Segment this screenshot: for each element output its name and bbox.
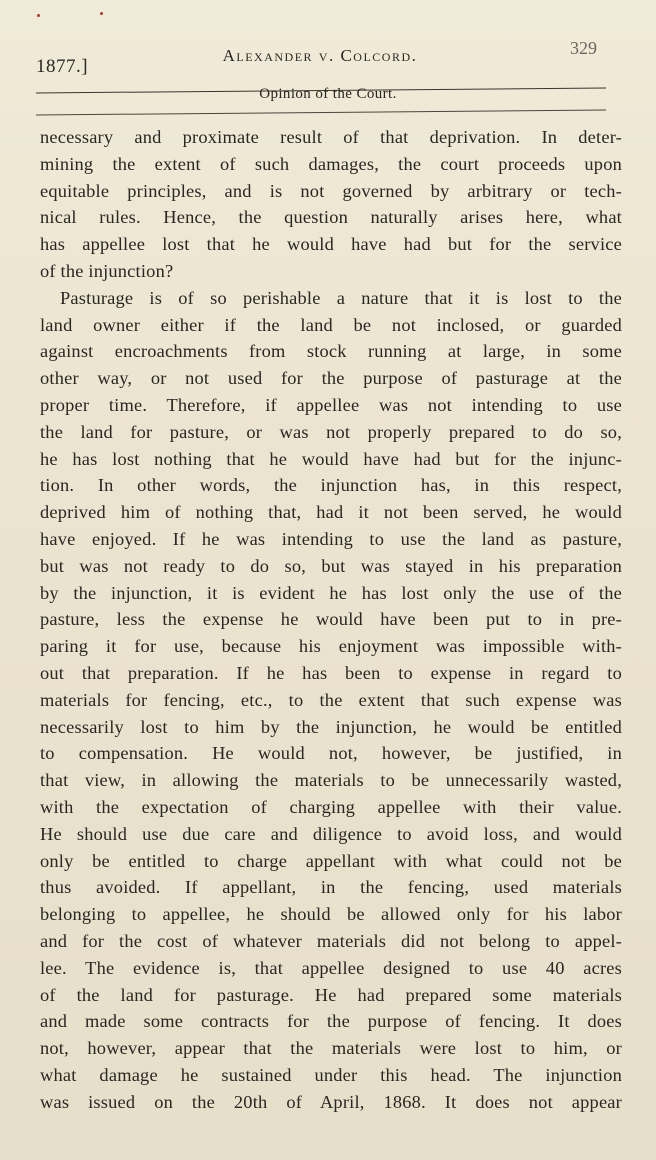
header-case-title: Alexander v. Colcord.: [222, 46, 418, 65]
text-line: was issued on the 20th of April, 1868. It does not appear: [40, 1091, 622, 1112]
text-line: equitable principles, and is not governed by arbitrary or tech-: [40, 180, 622, 201]
text-line: paring it for use, because his enjoyment was impossible with-: [40, 636, 622, 657]
text-line: has appellee lost that he would have had but for the service: [40, 234, 622, 255]
text-line: but was not ready to do so, but was stayed in his preparation: [40, 555, 622, 576]
text-line: against encroachments from stock running at large, in some: [40, 341, 622, 362]
text-line: Pasturage is of so perishable a nature that it is lost to the: [60, 287, 622, 308]
text-line: nical rules. Hence, the question naturally arises here, what: [40, 207, 622, 228]
text-line: materials for fencing, etc., to the extent that such expense was: [40, 689, 622, 710]
ink-speck: [37, 14, 40, 17]
text-line: necessarily lost to him by the injunction, he would be entitled: [40, 716, 622, 737]
text-line: and made some contracts for the purpose of fencing. It does: [40, 1011, 622, 1032]
text-line: belonging to appellee, he should be allowed only for his labor: [40, 904, 622, 925]
text-line: have enjoyed. If he was intending to use the land as pasture,: [40, 528, 622, 549]
text-line: proper time. Therefore, if appellee was not intending to use: [40, 394, 622, 415]
section-heading: Opinion of the Court.: [259, 86, 397, 102]
page-number: 329: [570, 38, 597, 58]
text-line: thus avoided. If appellant, in the fencing, used materials: [40, 877, 622, 898]
section-rule: [36, 110, 606, 116]
text-line: he has lost nothing that he would have had but for the injunc-: [40, 448, 622, 469]
text-line: not, however, appear that the materials were lost to him, or: [40, 1038, 622, 1059]
text-line: what damage he sustained under this head. The injunction: [40, 1064, 622, 1085]
text-line: and for the cost of whatever materials did not belong to appel-: [40, 930, 622, 951]
text-line: the land for pasture, or was not properly prepared to do so,: [40, 421, 622, 442]
text-line: out that preparation. If he has been to expense in regard to: [40, 662, 622, 683]
text-line: land owner either if the land be not inclosed, or guarded: [40, 314, 622, 335]
running-header: [0, 0, 656, 110]
text-line: tion. In other words, the injunction has, in this respect,: [40, 475, 622, 496]
text-line: by the injunction, it is evident he has lost only the use of the: [40, 582, 622, 603]
body-text: [40, 124, 622, 1115]
text-line: mining the extent of such damages, the court proceeds upon: [40, 153, 622, 174]
text-line: of the land for pasturage. He had prepared some materials: [40, 984, 622, 1005]
header-year: 1877.]: [36, 56, 89, 77]
text-line: that view, in allowing the materials to be unnecessarily wasted,: [40, 770, 622, 791]
text-line: necessary and proximate result of that deprivation. In deter-: [40, 127, 622, 147]
text-line: only be entitled to charge appellant with what could not be: [40, 850, 622, 871]
text-line: other way, or not used for the purpose of pasturage at the: [40, 368, 622, 389]
text-line: of the injunction?: [40, 260, 174, 281]
text-line: pasture, less the expense he would have been put to in pre-: [40, 609, 622, 630]
text-line: with the expectation of charging appellee with their value.: [40, 796, 622, 817]
ink-speck: [100, 12, 103, 15]
text-line: deprived him of nothing that, had it not been served, he would: [40, 502, 622, 523]
text-line: to compensation. He would not, however, be justified, in: [40, 743, 622, 764]
text-line: lee. The evidence is, that appellee designed to use 40 acres: [40, 957, 622, 978]
text-line: He should use due care and diligence to avoid loss, and would: [40, 823, 622, 844]
